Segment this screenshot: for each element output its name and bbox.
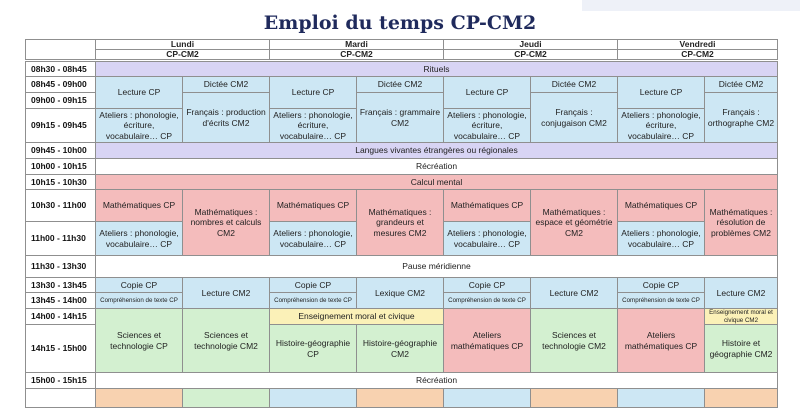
cell-copie-cp: Copie CP bbox=[443, 277, 531, 293]
cell-maths-cm2: Mathématiques : espace et géométrie CM2 bbox=[530, 189, 618, 256]
corner-cell bbox=[25, 39, 96, 60]
row-recreation: Récréation bbox=[95, 372, 778, 389]
row-rituels: Rituels bbox=[95, 61, 778, 77]
cell-partial bbox=[95, 388, 183, 408]
time-label: 09h15 - 09h45 bbox=[25, 108, 96, 143]
cell-ateliers-cp: Ateliers : phonologie, vocabulaire… CP bbox=[269, 221, 357, 256]
cell-copie-cp: Copie CP bbox=[617, 277, 705, 293]
time-label: 10h00 - 10h15 bbox=[25, 158, 96, 175]
cell-comprehension-cp: Compréhension de texte CP bbox=[269, 292, 357, 309]
cell-maths-cp: Mathématiques CP bbox=[443, 189, 531, 222]
time-label: 11h00 - 11h30 bbox=[25, 221, 96, 256]
time-label: 09h45 - 10h00 bbox=[25, 142, 96, 159]
cell-lexique-cm2: Lexique CM2 bbox=[356, 277, 444, 309]
cell-ateliers-cp: Ateliers : phonologie, vocabulaire… CP bbox=[443, 221, 531, 256]
cell-ateliers-cp: Ateliers : phonologie, écriture, vocabulaire… CP bbox=[443, 108, 531, 143]
cell-maths-cp: Mathématiques CP bbox=[95, 189, 183, 222]
cell-partial bbox=[356, 388, 444, 408]
cell-partial bbox=[443, 388, 531, 408]
cell-ateliers-maths-cp: Ateliers mathématiques CP bbox=[617, 308, 705, 373]
cell-partial bbox=[269, 388, 357, 408]
cell-francais-cm2: Français : grammaire CM2 bbox=[356, 92, 444, 143]
day-header-jeudi: Jeudi bbox=[443, 39, 618, 50]
cell-francais-cm2: Français : production d'écrits CM2 bbox=[182, 92, 270, 143]
time-label: 10h30 - 11h00 bbox=[25, 189, 96, 222]
cell-ateliers-cp: Ateliers : phonologie, vocabulaire… CP bbox=[617, 221, 705, 256]
cell-francais-cm2: Français : orthographe CM2 bbox=[704, 92, 778, 143]
cell-lecture-cp: Lecture CP bbox=[443, 76, 531, 109]
cell-histgeo-cp: Histoire-géographie CP bbox=[269, 324, 357, 373]
cell-maths-cm2: Mathématiques : résolution de problèmes CM2 bbox=[704, 189, 778, 256]
cell-sciences-cm2: Sciences et technologie CM2 bbox=[182, 308, 270, 373]
cell-ateliers-cp: Ateliers : phonologie, écriture, vocabulaire… CP bbox=[95, 108, 183, 143]
cell-ateliers-cp: Ateliers : phonologie, vocabulaire… CP bbox=[95, 221, 183, 256]
cell-dictee-cm2: Dictée CM2 bbox=[182, 76, 270, 93]
time-label-partial bbox=[25, 388, 96, 408]
cell-comprehension-cp: Compréhension de texte CP bbox=[95, 292, 183, 309]
page-title: Emploi du temps CP-CM2 bbox=[263, 12, 537, 34]
row-pause-meridienne: Pause méridienne bbox=[95, 255, 778, 278]
cell-sciences-cm2: Sciences et technologie CM2 bbox=[530, 308, 618, 373]
cell-lecture-cp: Lecture CP bbox=[95, 76, 183, 109]
time-label: 11h30 - 13h30 bbox=[25, 255, 96, 278]
cell-copie-cp: Copie CP bbox=[95, 277, 183, 293]
time-label: 15h00 - 15h15 bbox=[25, 372, 96, 389]
level-header: CP-CM2 bbox=[95, 49, 270, 60]
cell-lecture-cm2: Lecture CM2 bbox=[704, 277, 778, 309]
row-recreation: Récréation bbox=[95, 158, 778, 175]
cell-ateliers-cp: Ateliers : phonologie, écriture, vocabulaire… CP bbox=[269, 108, 357, 143]
cell-maths-cm2: Mathématiques : grandeurs et mesures CM2 bbox=[356, 189, 444, 256]
time-label: 14h00 - 14h15 bbox=[25, 308, 96, 325]
top-right-panel bbox=[582, 0, 800, 11]
row-calcul-mental: Calcul mental bbox=[95, 174, 778, 190]
cell-maths-cp: Mathématiques CP bbox=[617, 189, 705, 222]
level-header: CP-CM2 bbox=[443, 49, 618, 60]
cell-comprehension-cp: Compréhension de texte CP bbox=[617, 292, 705, 309]
cell-lecture-cp: Lecture CP bbox=[617, 76, 705, 109]
cell-emc: Enseignement moral et civique bbox=[269, 308, 444, 325]
time-label: 10h15 - 10h30 bbox=[25, 174, 96, 190]
cell-ateliers-maths-cp: Ateliers mathématiques CP bbox=[443, 308, 531, 373]
time-label: 08h30 - 08h45 bbox=[25, 61, 96, 77]
level-header: CP-CM2 bbox=[269, 49, 444, 60]
cell-ateliers-cp: Ateliers : phonologie, écriture, vocabulaire… CP bbox=[617, 108, 705, 143]
cell-sciences-cp: Sciences et technologie CP bbox=[95, 308, 183, 373]
time-label: 09h00 - 09h15 bbox=[25, 92, 96, 109]
cell-partial bbox=[617, 388, 705, 408]
time-label: 13h45 - 14h00 bbox=[25, 292, 96, 309]
cell-dictee-cm2: Dictée CM2 bbox=[704, 76, 778, 93]
cell-partial bbox=[530, 388, 618, 408]
cell-francais-cm2: Français : conjugaison CM2 bbox=[530, 92, 618, 143]
day-header-vendredi: Vendredi bbox=[617, 39, 778, 50]
day-header-mardi: Mardi bbox=[269, 39, 444, 50]
time-label: 13h30 - 13h45 bbox=[25, 277, 96, 293]
cell-partial bbox=[182, 388, 270, 408]
cell-histgeo-cm2: Histoire et géographie CM2 bbox=[704, 324, 778, 373]
cell-comprehension-cp: Compréhension de texte CP bbox=[443, 292, 531, 309]
cell-lecture-cm2: Lecture CM2 bbox=[530, 277, 618, 309]
cell-maths-cm2: Mathématiques : nombres et calculs CM2 bbox=[182, 189, 270, 256]
cell-histgeo-cm2: Histoire-géographie CM2 bbox=[356, 324, 444, 373]
row-langues: Langues vivantes étrangères ou régionales bbox=[95, 142, 778, 159]
cell-copie-cp: Copie CP bbox=[269, 277, 357, 293]
cell-lecture-cp: Lecture CP bbox=[269, 76, 357, 109]
cell-lecture-cm2: Lecture CM2 bbox=[182, 277, 270, 309]
day-header-lundi: Lundi bbox=[95, 39, 270, 50]
cell-dictee-cm2: Dictée CM2 bbox=[530, 76, 618, 93]
cell-maths-cp: Mathématiques CP bbox=[269, 189, 357, 222]
cell-dictee-cm2: Dictée CM2 bbox=[356, 76, 444, 93]
cell-emc-cm2: Enseignement moral et civique CM2 bbox=[704, 308, 778, 325]
time-label: 08h45 - 09h00 bbox=[25, 76, 96, 93]
level-header: CP-CM2 bbox=[617, 49, 778, 60]
time-label: 14h15 - 15h00 bbox=[25, 324, 96, 373]
cell-partial bbox=[704, 388, 778, 408]
